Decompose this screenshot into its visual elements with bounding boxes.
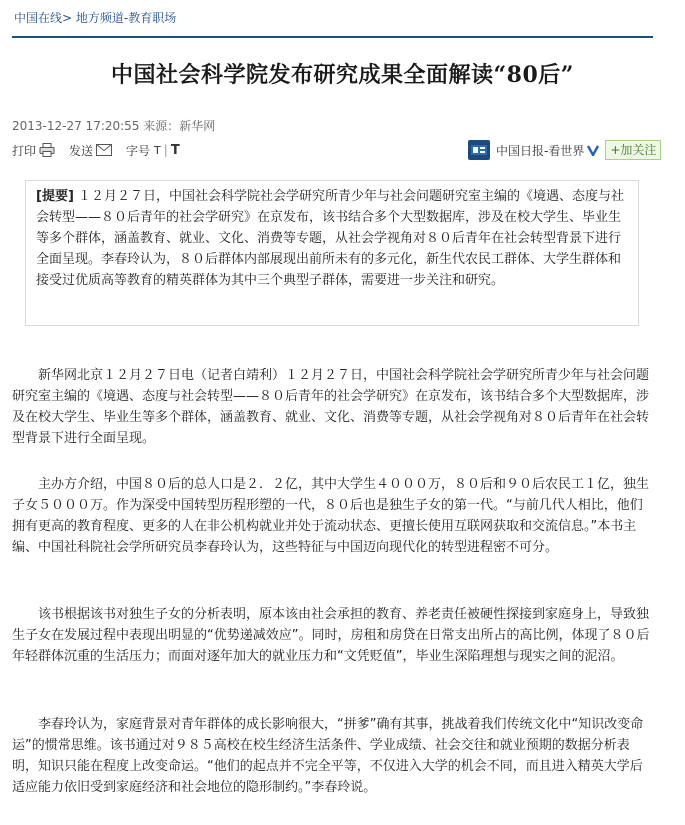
follow-widget <box>468 139 661 161</box>
font-size-label: 字号 <box>126 143 151 158</box>
font-large-button[interactable]: T <box>170 142 180 158</box>
send-button[interactable] <box>69 142 112 159</box>
follow-button[interactable]: +加关注 <box>605 140 661 160</box>
font-small-button[interactable]: T <box>154 143 161 157</box>
breadcrumb-separator: > <box>62 11 73 25</box>
body-paragraph-4: 李春玲认为，家庭背景对青年群体的成长影响很大，“拼爹”确有其事，挑战着我们传统文化中“知识改变命运”的惯常思维。该书通过对９８５高校在校生经济生活条件、学业成绩、社会交往和就业预期的数据分析表明，知识只能在程度上改变命运。“他们的起点并不完全平等，不仅进入大学的机会不同，而且进入精英大学后适应能力依旧受到家庭经济和社会地位的隐形制约。”李春玲说。 <box>12 717 644 795</box>
body-paragraph-1: 新华网北京１２月２７日电（记者白靖利）１２月２７日，中国社会科学院社会学研究所青少年与社会问题研究室主编的《境遇、态度与社会转型——８０后青年的社会学研究》在京发布，该书结合多个大型数据库，涉及在校大学生、毕业生等多个群体，涵盖教育、就业、文化、消费等专题，从社会学视角对８０后青年在社会转型背景下进行全面呈现。 <box>12 368 650 446</box>
article-toolbar <box>12 141 180 159</box>
summary-box <box>25 180 639 326</box>
printer-icon <box>39 143 55 157</box>
china-daily-logo-icon[interactable] <box>468 140 490 160</box>
verified-icon <box>587 144 599 156</box>
breadcrumb-section-link[interactable]: 地方频道-教育职场 <box>75 11 177 25</box>
follow-account-name[interactable]: 中国日报-看世界 <box>496 143 585 158</box>
body-paragraph-2: 主办方介绍，中国８０后的总人口是２．２亿，其中大学生４０００万，８０后和９０后农民工１亿，独生子女５０００万。作为深受中国转型历程形塑的一代，８０后也是独生子女的第一代。“与前几代人相比，他们拥有更高的教育程度、更多的人在非公机构就业并处于流动状态、更擅长使用互联网获取和交流信息。”本书主编、中国社科院社会学所研究员李春玲认为，这些特征与中国迈向现代化的转型进程密不可分。 <box>12 477 650 555</box>
print-button[interactable] <box>12 142 55 159</box>
article-meta <box>12 117 215 134</box>
source-label: 来源： <box>143 119 180 133</box>
print-label: 打印 <box>12 143 37 158</box>
summary-label: [提要] <box>36 189 74 204</box>
font-size-divider: | <box>163 143 168 157</box>
page-title: 中国社会科学院发布研究成果全面解读“80后” <box>111 62 574 88</box>
header-divider <box>12 36 653 38</box>
summary-text: １２月２７日，中国社会科学院社会学研究所青少年与社会问题研究室主编的《境遇、态度与社会转型——８０后青年的社会学研究》在京发布，该书结合多个大型数据库，涉及在校大学生、毕业生等多个群体，涵盖教育、就业、文化、消费等专题，从社会学视角对８０后青年在社会转型背景下进行全面呈现。李春玲认为，８０后群体内部展现出前所未有的多元化，新生代农民工群体、大学生群体和接受过优质高等教育的精英群体为其中三个典型子群体，需要进一步关注和研究。 <box>36 189 625 288</box>
body-paragraph-3: 该书根据该书对独生子女的分析表明，原本该由社会承担的教育、养老责任被硬性探接到家庭身上，导致独生子女在发展过程中表现出明显的“优势递减效应”。同时，房租和房贷在日常支出所占的高比例，体现了８０后年轻群体沉重的生活压力；而面对逐年加大的就业压力和“文凭贬值”，毕业生深陷理想与现实之间的泥沼。 <box>12 607 650 664</box>
breadcrumb-site-link[interactable]: 中国在线 <box>14 11 63 25</box>
send-label: 发送 <box>69 143 94 158</box>
breadcrumb <box>14 9 176 26</box>
mail-icon <box>96 144 112 156</box>
publish-datetime: 2013-12-27 17:20:55 <box>12 119 140 133</box>
source-name: 新华网 <box>179 119 216 133</box>
